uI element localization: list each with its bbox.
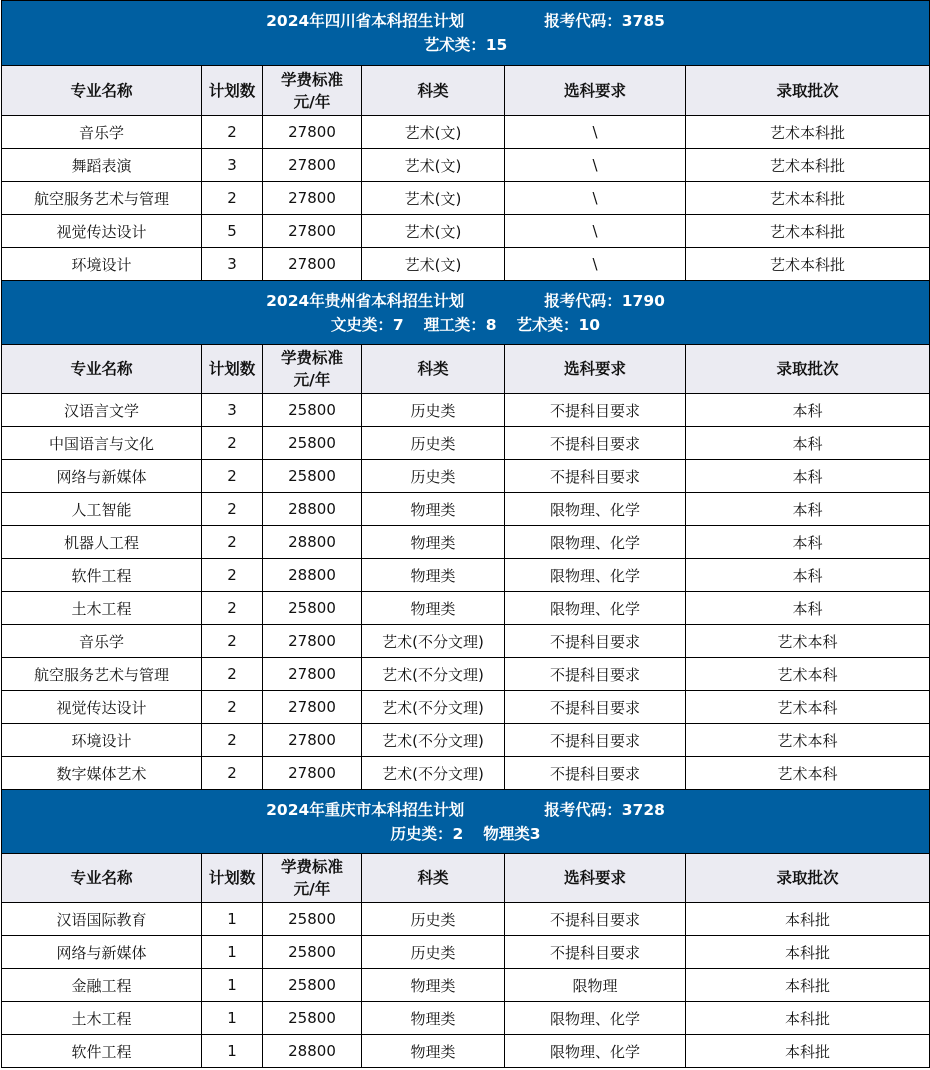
- section-banner-cell: [2, 790, 930, 854]
- admission-batch-cell: 艺术本科: [686, 658, 930, 691]
- column-header-row: [2, 345, 930, 394]
- major-cell: 环境设计: [2, 248, 202, 281]
- plan-count-cell: 2: [202, 493, 263, 526]
- major-cell: 音乐学: [2, 625, 202, 658]
- admission-batch-cell: 本科批: [686, 936, 930, 969]
- tuition-cell: 27800: [263, 215, 362, 248]
- header-subject-category: [362, 66, 505, 116]
- table-row: [2, 1002, 930, 1035]
- subject-category-cell: 物理类: [362, 526, 505, 559]
- subject-requirement-cell: \: [505, 215, 686, 248]
- admission-batch-cell: 本科: [686, 526, 930, 559]
- subject-category-cell: 艺术(不分文理): [362, 757, 505, 790]
- table-row: [2, 724, 930, 757]
- plan-count-cell: 1: [202, 1002, 263, 1035]
- subject-requirement-cell: 不提科目要求: [505, 625, 686, 658]
- tuition-cell: 27800: [263, 248, 362, 281]
- tuition-cell: 27800: [263, 625, 362, 658]
- plan-count-cell: 2: [202, 559, 263, 592]
- plan-count-cell: 2: [202, 116, 263, 149]
- major-cell: 环境设计: [2, 724, 202, 757]
- table-row: [2, 559, 930, 592]
- section-quota-line: [2, 822, 929, 846]
- header-tuition: [263, 854, 362, 903]
- major-cell: 软件工程: [2, 1035, 202, 1068]
- admission-batch-cell: 艺术本科批: [686, 182, 930, 215]
- major-cell: 音乐学: [2, 116, 202, 149]
- subject-category-cell: 艺术(文): [362, 248, 505, 281]
- quota-item: 艺术类：15: [423, 36, 508, 54]
- header-admission-batch: [686, 854, 930, 903]
- section-title-line: [2, 798, 929, 822]
- quota-item: 艺术类：10: [516, 315, 601, 334]
- tuition-cell: 28800: [263, 526, 362, 559]
- tuition-cell: 27800: [263, 658, 362, 691]
- subject-requirement-cell: 不提科目要求: [505, 460, 686, 493]
- subject-requirement-cell: \: [505, 248, 686, 281]
- header-tuition: [263, 345, 362, 394]
- major-cell: 视觉传达设计: [2, 691, 202, 724]
- admission-batch-cell: 本科: [686, 592, 930, 625]
- quota-item: 历史类：2: [390, 824, 464, 843]
- enrollment-code: 报考代码：1790: [544, 291, 665, 310]
- major-cell: 人工智能: [2, 493, 202, 526]
- plan-count-cell: 1: [202, 903, 263, 936]
- major-cell: 机器人工程: [2, 526, 202, 559]
- tuition-cell: 27800: [263, 691, 362, 724]
- table-row: [2, 215, 930, 248]
- subject-requirement-cell: 不提科目要求: [505, 658, 686, 691]
- tuition-cell: 25800: [263, 969, 362, 1002]
- table-row: [2, 969, 930, 1002]
- header-label: 科类: [417, 869, 449, 887]
- admission-batch-cell: 艺术本科: [686, 724, 930, 757]
- table-row: [2, 526, 930, 559]
- subject-requirement-cell: 限物理、化学: [505, 1035, 686, 1068]
- admission-batch-cell: 艺术本科批: [686, 215, 930, 248]
- plan-count-cell: 3: [202, 149, 263, 182]
- plan-count-cell: 3: [202, 248, 263, 281]
- admission-batch-cell: 本科批: [686, 1035, 930, 1068]
- header-major: [2, 854, 202, 903]
- plan-count-cell: 2: [202, 526, 263, 559]
- plan-count-cell: 2: [202, 460, 263, 493]
- section-banner: [2, 1, 930, 66]
- table-row: [2, 427, 930, 460]
- plan-count-cell: 3: [202, 394, 263, 427]
- header-label: 计划数: [208, 869, 256, 887]
- quota-item: 文史类：7: [330, 315, 404, 334]
- major-cell: 舞蹈表演: [2, 149, 202, 182]
- plan-count-cell: 2: [202, 691, 263, 724]
- header-subject-category: [362, 854, 505, 903]
- header-label: 录取批次: [776, 869, 839, 887]
- tuition-cell: 25800: [263, 592, 362, 625]
- header-subject-requirement: [505, 854, 686, 903]
- section-title: 2024年重庆市本科招生计划: [266, 800, 465, 819]
- major-cell: 软件工程: [2, 559, 202, 592]
- section-banner: [2, 790, 930, 854]
- admission-batch-cell: 本科: [686, 427, 930, 460]
- table-row: [2, 625, 930, 658]
- plan-count-cell: 2: [202, 427, 263, 460]
- header-label: 选科要求: [563, 81, 626, 100]
- major-cell: 土木工程: [2, 592, 202, 625]
- tuition-cell: 25800: [263, 460, 362, 493]
- subject-category-cell: 历史类: [362, 936, 505, 969]
- header-label: 元/年: [293, 880, 331, 898]
- header-label: 元/年: [293, 371, 331, 389]
- enrollment-code: 报考代码：3785: [544, 12, 665, 30]
- subject-requirement-cell: 限物理、化学: [505, 526, 686, 559]
- major-cell: 土木工程: [2, 1002, 202, 1035]
- major-cell: 航空服务艺术与管理: [2, 182, 202, 215]
- tuition-cell: 27800: [263, 182, 362, 215]
- admission-batch-cell: 本科: [686, 493, 930, 526]
- admission-batch-cell: 艺术本科: [686, 691, 930, 724]
- subject-category-cell: 艺术(不分文理): [362, 625, 505, 658]
- section-banner-cell: [2, 281, 930, 345]
- header-subject-requirement: [505, 66, 686, 116]
- header-label: 专业名称: [70, 869, 133, 887]
- table-row: [2, 493, 930, 526]
- table-row: [2, 592, 930, 625]
- tuition-cell: 28800: [263, 493, 362, 526]
- section-title-line: [2, 289, 929, 313]
- subject-requirement-cell: \: [505, 182, 686, 215]
- admission-batch-cell: 艺术本科批: [686, 149, 930, 182]
- subject-category-cell: 艺术(文): [362, 116, 505, 149]
- subject-requirement-cell: 限物理、化学: [505, 592, 686, 625]
- plan-count-cell: 1: [202, 1035, 263, 1068]
- subject-category-cell: 历史类: [362, 460, 505, 493]
- table-row: [2, 116, 930, 149]
- header-plan-count: [202, 345, 263, 394]
- subject-requirement-cell: 不提科目要求: [505, 394, 686, 427]
- section-banner: [2, 281, 930, 345]
- tuition-cell: 25800: [263, 936, 362, 969]
- quota-item: 理工类：8: [423, 315, 497, 334]
- table-row: [2, 182, 930, 215]
- section-quota-line: [2, 313, 929, 337]
- subject-requirement-cell: 限物理: [505, 969, 686, 1002]
- subject-category-cell: 历史类: [362, 903, 505, 936]
- subject-category-cell: 物理类: [362, 1035, 505, 1068]
- subject-category-cell: 物理类: [362, 559, 505, 592]
- header-label: 选科要求: [563, 360, 626, 378]
- header-subject-category: [362, 345, 505, 394]
- tuition-cell: 25800: [263, 394, 362, 427]
- table-row: [2, 903, 930, 936]
- table-row: [2, 248, 930, 281]
- major-cell: 汉语言文学: [2, 394, 202, 427]
- admission-batch-cell: 艺术本科批: [686, 248, 930, 281]
- tuition-cell: 25800: [263, 1002, 362, 1035]
- admission-plan-table: [1, 0, 930, 1068]
- subject-category-cell: 历史类: [362, 427, 505, 460]
- major-cell: 数字媒体艺术: [2, 757, 202, 790]
- subject-category-cell: 艺术(不分文理): [362, 691, 505, 724]
- table-row: [2, 394, 930, 427]
- admission-batch-cell: 艺术本科批: [686, 116, 930, 149]
- plan-count-cell: 5: [202, 215, 263, 248]
- subject-requirement-cell: 限物理、化学: [505, 559, 686, 592]
- tuition-cell: 28800: [263, 559, 362, 592]
- major-cell: 网络与新媒体: [2, 460, 202, 493]
- header-label: 学费标准: [280, 70, 343, 89]
- subject-category-cell: 艺术(文): [362, 182, 505, 215]
- tuition-cell: 25800: [263, 903, 362, 936]
- subject-requirement-cell: 不提科目要求: [505, 724, 686, 757]
- table-row: [2, 658, 930, 691]
- tuition-cell: 27800: [263, 724, 362, 757]
- header-label: 专业名称: [70, 360, 133, 378]
- header-label: 专业名称: [70, 81, 133, 100]
- header-label: 计划数: [208, 81, 256, 100]
- tuition-cell: 25800: [263, 427, 362, 460]
- header-label: 学费标准: [280, 858, 343, 876]
- subject-category-cell: 艺术(不分文理): [362, 658, 505, 691]
- table-row: [2, 149, 930, 182]
- major-cell: 网络与新媒体: [2, 936, 202, 969]
- subject-requirement-cell: \: [505, 116, 686, 149]
- header-label: 科类: [417, 81, 449, 100]
- header-label: 录取批次: [776, 81, 839, 100]
- plan-count-cell: 2: [202, 625, 263, 658]
- plan-count-cell: 1: [202, 969, 263, 1002]
- admission-batch-cell: 本科: [686, 460, 930, 493]
- plan-count-cell: 2: [202, 658, 263, 691]
- subject-category-cell: 物理类: [362, 592, 505, 625]
- header-label: 学费标准: [280, 349, 343, 367]
- major-cell: 中国语言与文化: [2, 427, 202, 460]
- subject-requirement-cell: 不提科目要求: [505, 903, 686, 936]
- header-admission-batch: [686, 66, 930, 116]
- tuition-cell: 28800: [263, 1035, 362, 1068]
- major-cell: 汉语国际教育: [2, 903, 202, 936]
- plan-count-cell: 1: [202, 936, 263, 969]
- subject-requirement-cell: 不提科目要求: [505, 427, 686, 460]
- admission-batch-cell: 本科: [686, 394, 930, 427]
- section-title-line: [2, 9, 929, 33]
- admission-batch-cell: 艺术本科: [686, 757, 930, 790]
- major-cell: 航空服务艺术与管理: [2, 658, 202, 691]
- header-plan-count: [202, 854, 263, 903]
- admission-batch-cell: 本科批: [686, 969, 930, 1002]
- subject-category-cell: 物理类: [362, 1002, 505, 1035]
- table-row: [2, 460, 930, 493]
- header-label: 选科要求: [563, 869, 626, 887]
- header-plan-count: [202, 66, 263, 116]
- enrollment-code: 报考代码：3728: [544, 800, 665, 819]
- tuition-cell: 27800: [263, 116, 362, 149]
- subject-requirement-cell: 限物理、化学: [505, 493, 686, 526]
- header-tuition: [263, 66, 362, 116]
- plan-count-cell: 2: [202, 592, 263, 625]
- header-subject-requirement: [505, 345, 686, 394]
- section-quota-line: [2, 33, 929, 57]
- header-admission-batch: [686, 345, 930, 394]
- subject-category-cell: 艺术(文): [362, 149, 505, 182]
- subject-category-cell: 艺术(不分文理): [362, 724, 505, 757]
- subject-category-cell: 历史类: [362, 394, 505, 427]
- table-row: [2, 691, 930, 724]
- section-banner-cell: [2, 1, 930, 66]
- plan-count-cell: 2: [202, 182, 263, 215]
- table-row: [2, 757, 930, 790]
- admission-batch-cell: 艺术本科: [686, 625, 930, 658]
- plan-count-cell: 2: [202, 757, 263, 790]
- header-major: [2, 66, 202, 116]
- table-row: [2, 1035, 930, 1068]
- plan-count-cell: 2: [202, 724, 263, 757]
- subject-category-cell: 物理类: [362, 493, 505, 526]
- subject-requirement-cell: 不提科目要求: [505, 757, 686, 790]
- quota-item: 物理类3: [483, 824, 541, 843]
- tuition-cell: 27800: [263, 149, 362, 182]
- major-cell: 金融工程: [2, 969, 202, 1002]
- header-major: [2, 345, 202, 394]
- tuition-cell: 27800: [263, 757, 362, 790]
- admission-batch-cell: 本科批: [686, 1002, 930, 1035]
- section-title: 2024年贵州省本科招生计划: [266, 291, 465, 310]
- header-label: 元/年: [293, 92, 331, 111]
- admission-batch-cell: 本科批: [686, 903, 930, 936]
- column-header-row: [2, 66, 930, 116]
- table-row: [2, 936, 930, 969]
- subject-requirement-cell: \: [505, 149, 686, 182]
- subject-requirement-cell: 不提科目要求: [505, 936, 686, 969]
- subject-category-cell: 物理类: [362, 969, 505, 1002]
- header-label: 计划数: [208, 360, 256, 378]
- subject-requirement-cell: 限物理、化学: [505, 1002, 686, 1035]
- subject-requirement-cell: 不提科目要求: [505, 691, 686, 724]
- header-label: 科类: [417, 360, 449, 378]
- admission-batch-cell: 本科: [686, 559, 930, 592]
- section-title: 2024年四川省本科招生计划: [266, 12, 465, 30]
- column-header-row: [2, 854, 930, 903]
- subject-category-cell: 艺术(文): [362, 215, 505, 248]
- major-cell: 视觉传达设计: [2, 215, 202, 248]
- header-label: 录取批次: [776, 360, 839, 378]
